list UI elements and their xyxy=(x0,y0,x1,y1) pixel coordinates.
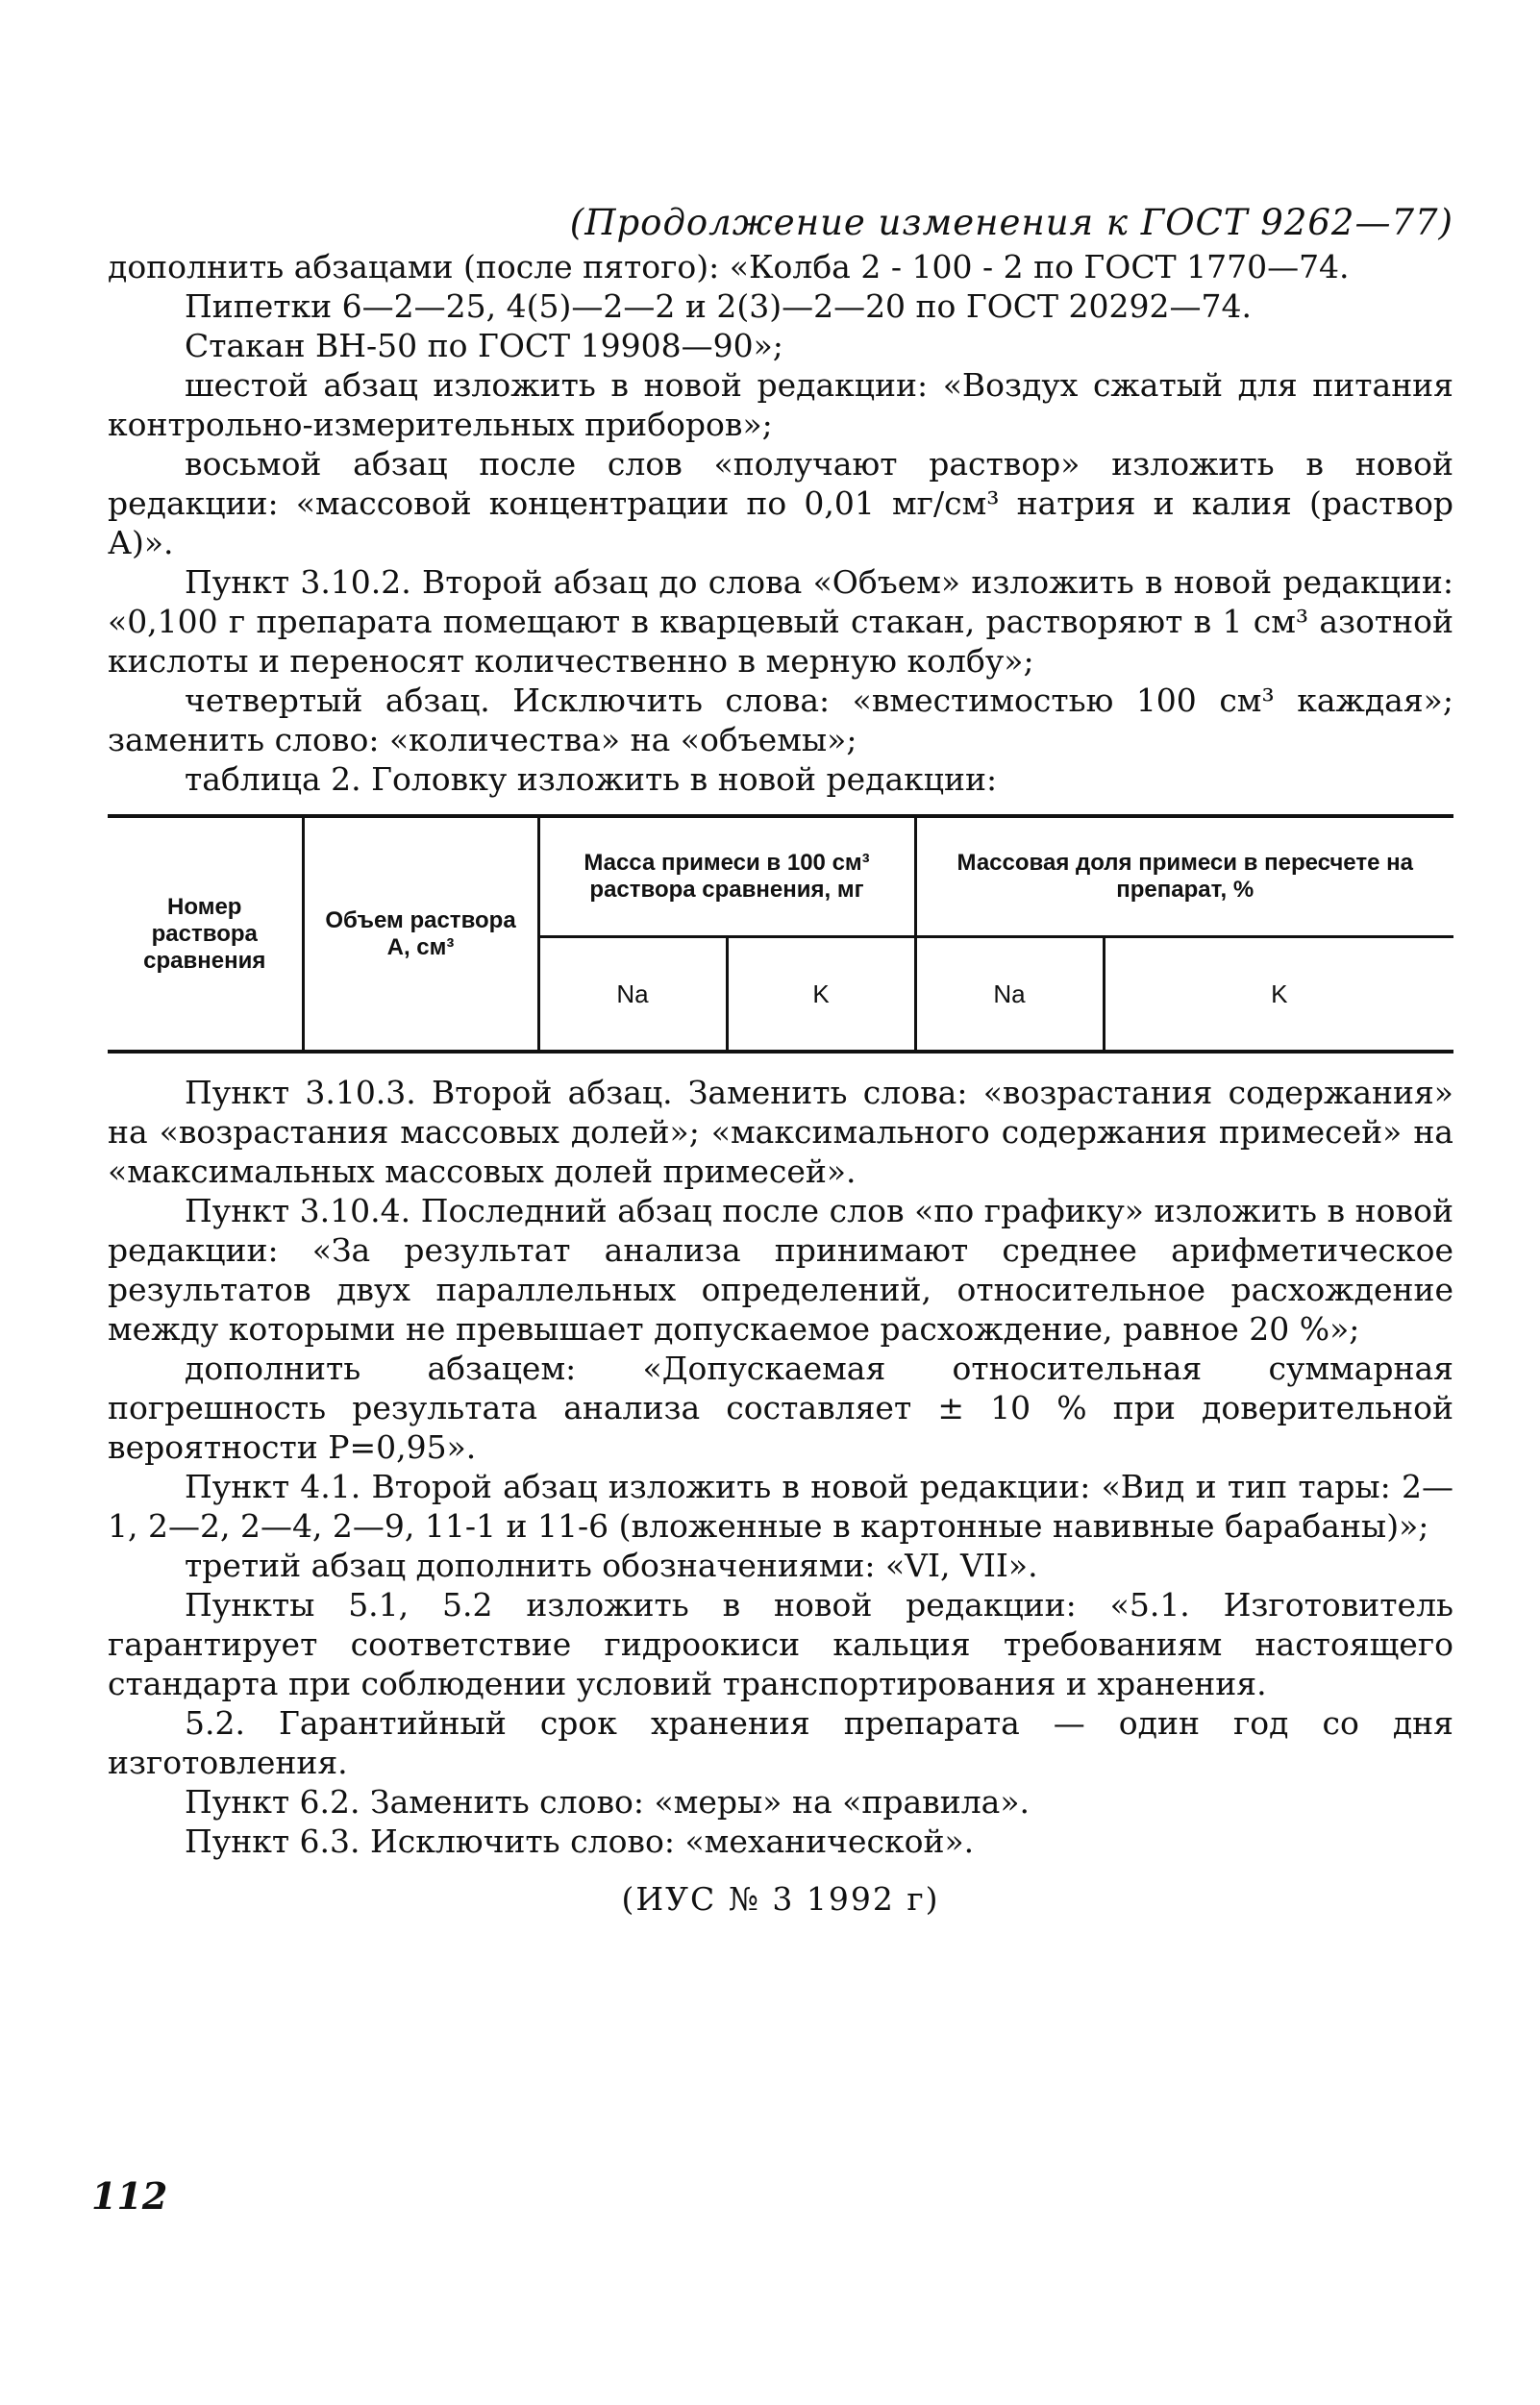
document-page xyxy=(108,202,1453,1918)
paragraph: Пункт 3.10.2. Второй абзац до слова «Объем» изложить в новой редакции: «0,100 г препарата помещают в кварцевый стакан, растворяют в 1 см³ азотной кислоты и переносят количественно в мерную колбу»; xyxy=(108,563,1453,680)
paragraph: шестой абзац изложить в новой редакции: «Воздух сжатый для питания контрольно-измерительных приборов»; xyxy=(108,366,1453,443)
paragraph: Пипетки 6—2—25, 4(5)—2—2 и 2(3)—2—20 по ГОСТ 20292—74. xyxy=(185,287,1253,325)
paragraph: дополнить абзацем: «Допускаемая относительная суммарная погрешность результата анализа составляет ± 10 % при доверительной вероятности P=0,95». xyxy=(108,1350,1453,1466)
paragraph: восьмой абзац после слов «получают раствор» изложить в новой редакции: «массовой концентрации по 0,01 мг/см³ натрия и калия (раствор А)». xyxy=(108,445,1453,561)
paragraph: Пункт 6.3. Исключить слово: «механической». xyxy=(185,1822,975,1860)
body-text-bottom xyxy=(108,1073,1453,1861)
table-2-header xyxy=(108,814,1453,1054)
paragraph: Пункт 3.10.3. Второй абзац. Заменить слова: «возрастания содержания» на «возрастания массовых долей»; «максимального содержания примесей» на «максимальных массовых долей примесей». xyxy=(108,1074,1453,1190)
paragraph: дополнить абзацами (после пятого): «Колба 2 - 100 - 2 по ГОСТ 1770—74. xyxy=(108,248,1350,285)
sub-col-k: K xyxy=(727,937,915,1051)
col-solution-volume: Объем раствора А, см³ xyxy=(303,818,538,1050)
sub-col-na: Na xyxy=(538,937,727,1051)
sub-col-na: Na xyxy=(915,937,1104,1051)
col-solution-number: Номер раствора сравнения xyxy=(143,893,266,974)
paragraph: Пункт 3.10.4. Последний абзац после слов «по графику» изложить в новой редакции: «За результат анализа принимают среднее арифметическое результатов двух параллельных определений, относительное расхождение между которыми не превышает допускаемое расхождение, равное 20 %»; xyxy=(108,1192,1453,1348)
paragraph: Пункты 5.1, 5.2 изложить в новой редакции: «5.1. Изготовитель гарантирует соответствие гидроокиси кальция требованиям настоящего стандарта при соблюдении условий транспортирования и хранения. xyxy=(108,1586,1453,1702)
paragraph: четвертый абзац. Исключить слова: «вместимостью 100 см³ каждая»; заменить слово: «количества» на «объемы»; xyxy=(108,682,1453,758)
page-header: (Продолжение изменения к ГОСТ 9262—77) xyxy=(569,202,1453,243)
sub-col-k: K xyxy=(1104,937,1453,1051)
page-number: 112 xyxy=(91,2174,168,2218)
source-note: (ИУС № 3 1992 г) xyxy=(621,1880,940,1918)
body-text-top xyxy=(108,247,1453,799)
paragraph: Пункт 4.1. Второй абзац изложить в новой редакции: «Вид и тип тары: 2—1, 2—2, 2—4, 2—9, 11-1 и 11-6 (вложенные в картонные навивные барабаны)»; xyxy=(108,1468,1453,1545)
col-group-fraction: Массовая доля примеси в пересчете на препарат, % xyxy=(915,818,1453,937)
paragraph: Пункт 6.2. Заменить слово: «меры» на «правила». xyxy=(185,1783,1031,1821)
paragraph: третий абзац дополнить обозначениями: «VI, VII». xyxy=(185,1547,1038,1584)
col-group-mass: Масса примеси в 100 см³ раствора сравнения, мг xyxy=(538,818,915,937)
paragraph: Стакан ВН-50 по ГОСТ 19908—90»; xyxy=(185,327,783,364)
paragraph: 5.2. Гарантийный срок хранения препарата — один год со дня изготовления. xyxy=(108,1704,1453,1781)
paragraph: таблица 2. Головку изложить в новой редакции: xyxy=(185,760,998,798)
